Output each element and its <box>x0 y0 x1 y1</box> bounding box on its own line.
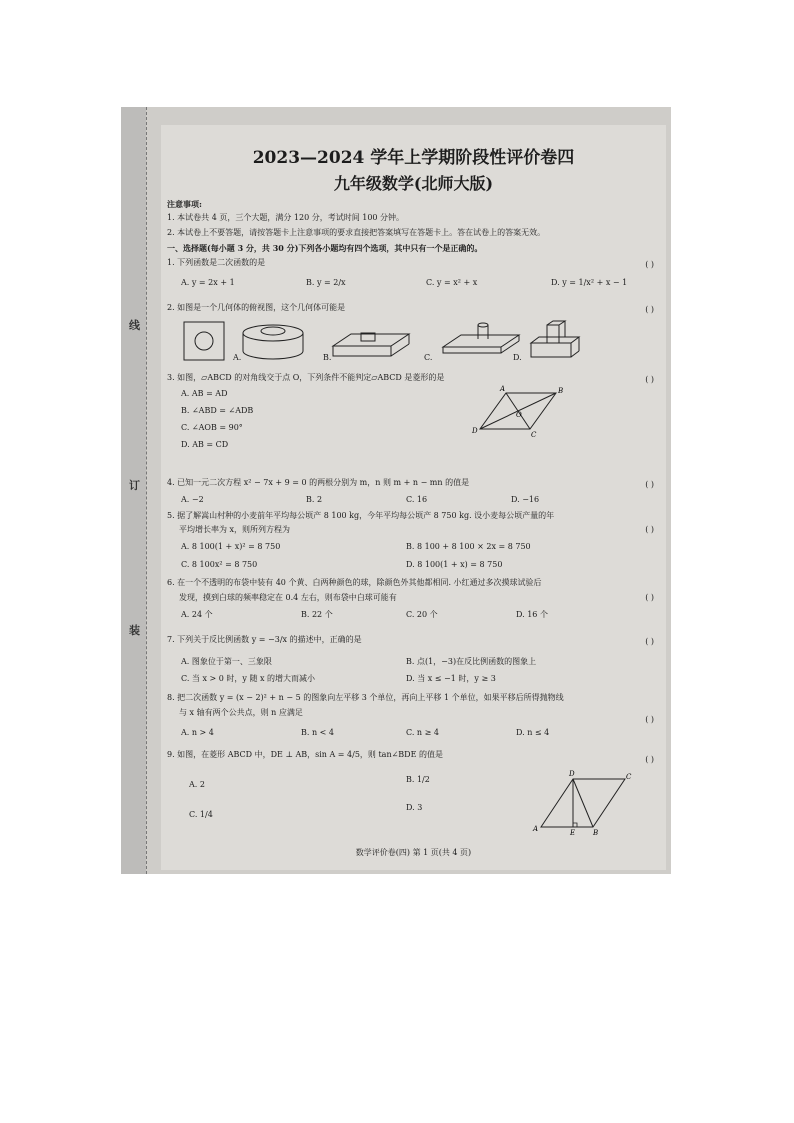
q7-option-b: B. 点(1，−3)在反比例函数的图象上 <box>406 657 537 666</box>
q2-stem: 2. 如图是一个几何体的俯视图，这个几何体可能是 <box>167 303 346 312</box>
exam-sheet <box>161 125 666 870</box>
q7-option-d: D. 当 x ≤ −1 时，y ≥ 3 <box>406 674 496 683</box>
q2-top-view-figure <box>183 321 225 361</box>
q1-answer-paren: ( ) <box>645 260 654 269</box>
q8-stem-2: 与 x 轴有两个公共点，则 n 应满足 <box>179 708 303 717</box>
q1-option-b: B. y = 2/x <box>306 278 346 287</box>
q3-option-c: C. ∠AOB = 90° <box>181 423 243 432</box>
q3-label-a: A <box>500 385 506 393</box>
q6-stem: 6. 在一个不透明的布袋中装有 40 个黄、白两种颜色的球，除颜色外其他都相同. 小红通过多次摸球试验后 <box>167 578 542 587</box>
q1-option-c: C. y = x² + x <box>426 278 478 287</box>
q2-option-d-figure <box>529 321 584 359</box>
q4-option-c: C. 16 <box>406 495 428 504</box>
q3-option-a: A. AB = AD <box>181 389 228 398</box>
q5-stem-2: 平均增长率为 x，则所列方程为 <box>179 525 291 534</box>
q6-option-b: B. 22 个 <box>301 610 333 619</box>
q6-answer-paren: ( ) <box>645 593 654 602</box>
q7-option-a: A. 图象位于第一、三象限 <box>181 657 272 666</box>
section-heading: 一、选择题(每小题 3 分，共 30 分)下列各小题均有四个选项，其中只有一个是正确的。 <box>167 243 483 253</box>
q4-answer-paren: ( ) <box>645 480 654 489</box>
q8-stem: 8. 把二次函数 y = (x − 2)² + n − 5 的图象向左平移 3 个单位，再向上平移 1 个单位，如果平移后所得抛物线 <box>167 693 564 702</box>
q3-label-b: B <box>558 387 564 395</box>
q8-option-a: A. n > 4 <box>181 728 214 737</box>
q7-option-c: C. 当 x > 0 时，y 随 x 的增大而减小 <box>181 674 316 683</box>
q9-label-c: C <box>626 773 632 781</box>
q6-stem-2: 发现，摸到白球的频率稳定在 0.4 左右，则布袋中白球可能有 <box>179 593 397 602</box>
q2-option-c-figure <box>441 321 521 359</box>
q9-label-d: D <box>569 770 575 778</box>
margin-label-staple: 装 <box>129 624 140 637</box>
q5-answer-paren: ( ) <box>645 525 654 534</box>
q1-stem: 1. 下列函数是二次函数的是 <box>167 258 266 267</box>
q2-option-a: A. <box>233 353 242 362</box>
q3-label-c: C <box>531 431 537 439</box>
q8-answer-paren: ( ) <box>645 715 654 724</box>
q8-option-b: B. n < 4 <box>301 728 334 737</box>
q9-label-e: E <box>570 829 576 837</box>
margin-label-bind: 订 <box>129 479 140 492</box>
notes-heading: 注意事项: <box>167 199 202 209</box>
q2-option-d: D. <box>513 353 522 362</box>
q3-answer-paren: ( ) <box>645 375 654 384</box>
notes-item-2: 2. 本试卷上不要答题，请按答题卡上注意事项的要求直接把答案填写在答题卡上。答在试卷上的答案无效。 <box>167 228 546 237</box>
q5-option-b: B. 8 100 + 8 100 × 2x = 8 750 <box>406 542 531 551</box>
q3-label-d: D <box>472 427 478 435</box>
q9-label-b: B <box>593 829 599 837</box>
binding-dashed-line <box>146 107 148 874</box>
q1-option-a: A. y = 2x + 1 <box>181 278 235 287</box>
q6-option-c: C. 20 个 <box>406 610 438 619</box>
page-footer: 数学评价卷(四) 第 1 页(共 4 页) <box>355 848 472 857</box>
q9-option-a: A. 2 <box>189 780 205 789</box>
q7-answer-paren: ( ) <box>645 637 654 646</box>
page-title: 2023—2024 学年上学期阶段性评价卷四 <box>252 148 575 168</box>
q9-rhombus-figure <box>533 770 633 837</box>
q3-rhombus-figure <box>472 385 566 439</box>
notes-item-1: 1. 本试卷共 4 页，三个大题，满分 120 分，考试时间 100 分钟。 <box>167 213 405 222</box>
q4-option-a: A. −2 <box>181 495 204 504</box>
q8-option-c: C. n ≥ 4 <box>406 728 439 737</box>
q2-option-c: C. <box>424 353 433 362</box>
q9-option-d: D. 3 <box>406 803 423 812</box>
q5-option-c: C. 8 100x² = 8 750 <box>181 560 258 569</box>
q5-option-d: D. 8 100(1 + x) = 8 750 <box>406 560 503 569</box>
q6-option-d: D. 16 个 <box>516 610 548 619</box>
q5-stem: 5. 据了解嵩山村种的小麦前年平均每公顷产 8 100 kg，今年平均每公顷产 8 750 kg. 设小麦每公顷产量的年 <box>167 511 555 520</box>
q4-option-b: B. 2 <box>306 495 323 504</box>
q4-option-d: D. −16 <box>511 495 540 504</box>
q7-stem: 7. 下列关于反比例函数 y = −3/x 的描述中，正确的是 <box>167 635 362 644</box>
q3-option-b: B. ∠ABD = ∠ADB <box>181 406 254 415</box>
margin-label-line: 线 <box>129 319 140 332</box>
page-subtitle: 九年级数学(北师大版) <box>333 174 494 193</box>
q3-label-o: O <box>516 411 522 419</box>
q9-option-b: B. 1/2 <box>406 775 430 784</box>
q6-option-a: A. 24 个 <box>181 610 213 619</box>
q9-label-a: A <box>533 825 539 833</box>
q9-stem: 9. 如图，在菱形 ABCD 中，DE ⊥ AB，sin A = 4/5，则 tan∠BDE 的值是 <box>167 750 443 759</box>
q1-option-d: D. y = 1/x² + x − 1 <box>551 278 628 287</box>
q3-stem: 3. 如图，▱ABCD 的对角线交于点 O，下列条件不能判定▱ABCD 是菱形的是 <box>167 373 445 382</box>
q2-option-a-figure <box>241 321 306 363</box>
q3-option-d: D. AB = CD <box>181 440 229 449</box>
q8-option-d: D. n ≤ 4 <box>516 728 550 737</box>
q2-option-b-figure <box>331 330 411 360</box>
exam-photo <box>121 107 671 874</box>
q2-answer-paren: ( ) <box>645 305 654 314</box>
q9-answer-paren: ( ) <box>645 755 654 764</box>
q9-option-c: C. 1/4 <box>189 810 213 819</box>
q5-option-a: A. 8 100(1 + x)² = 8 750 <box>181 542 281 551</box>
q2-option-b: B. <box>323 353 332 362</box>
q4-stem: 4. 已知一元二次方程 x² − 7x + 9 = 0 的两根分别为 m，n 则 m + n − mn 的值是 <box>167 478 470 487</box>
